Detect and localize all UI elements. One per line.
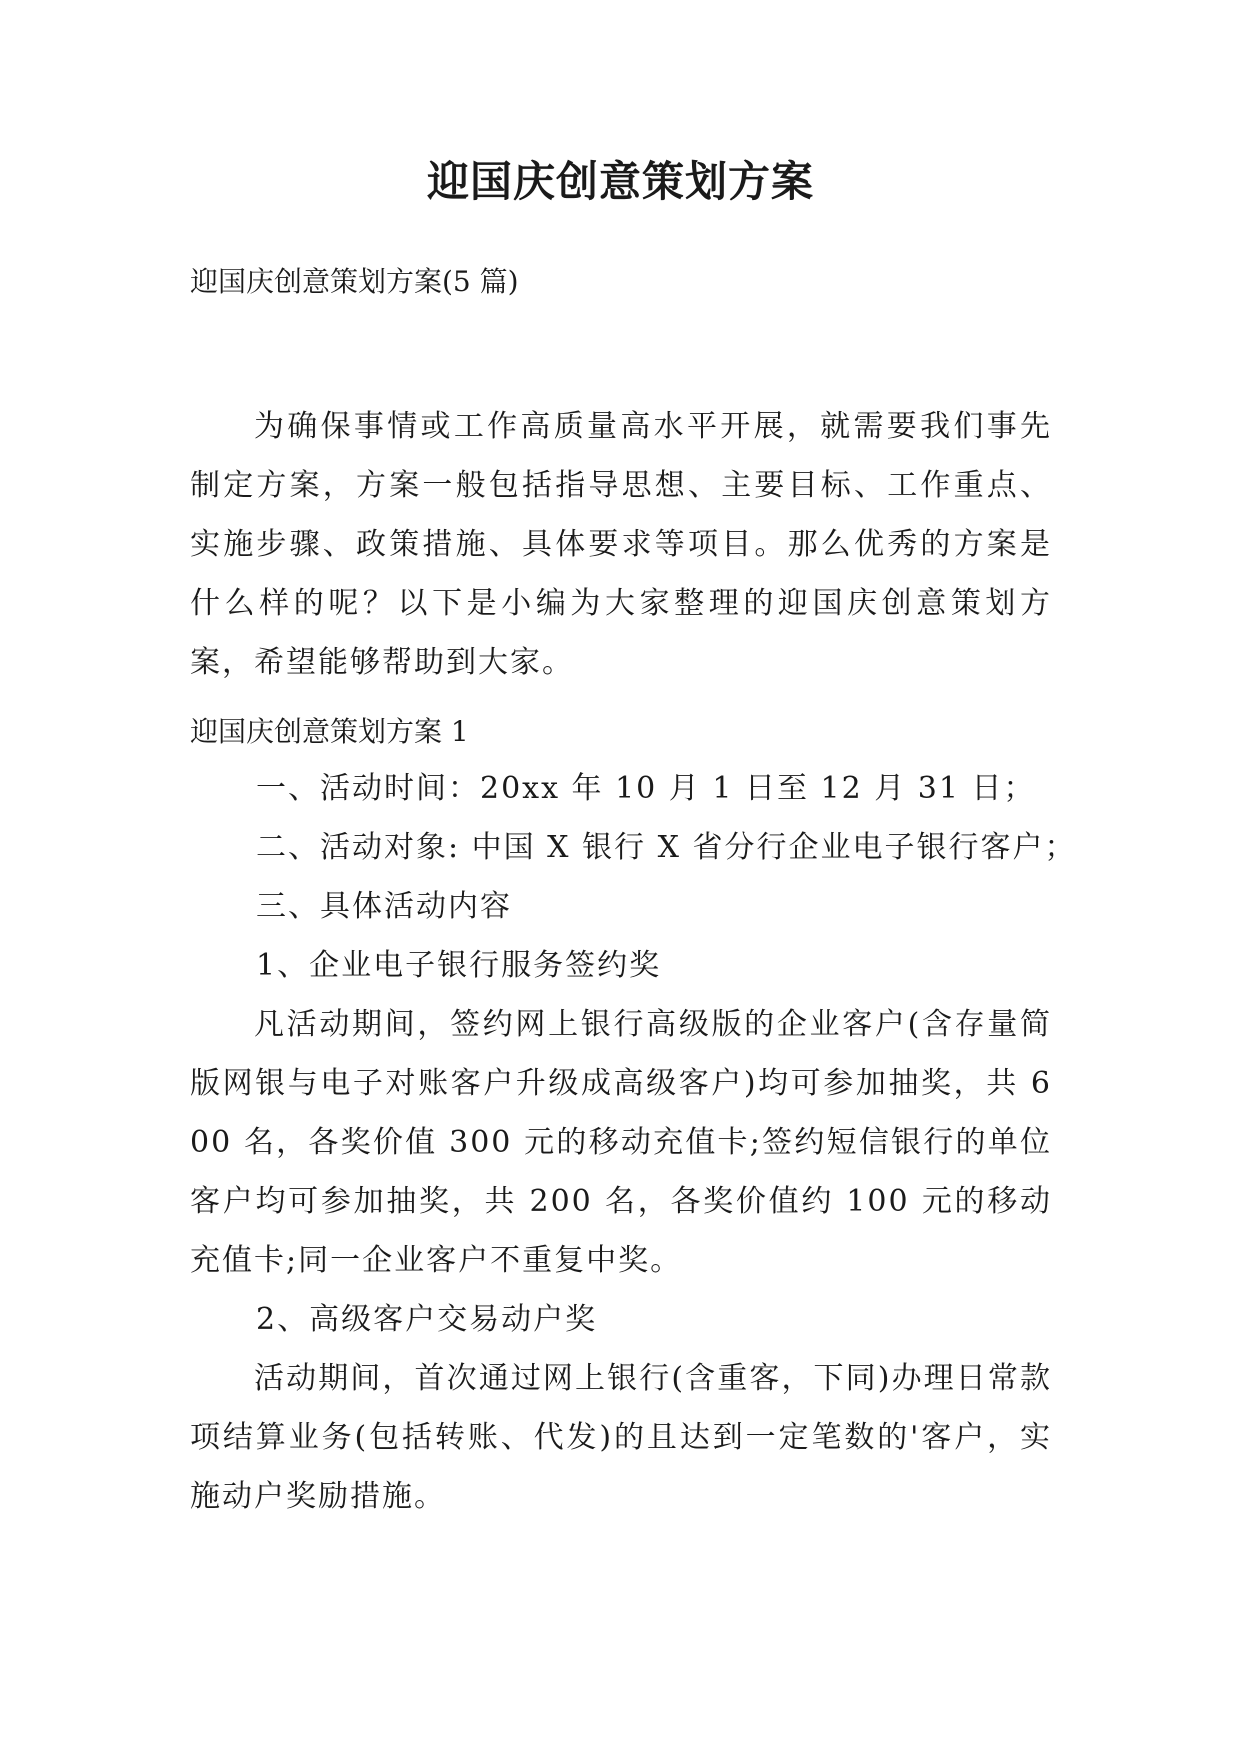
section-heading: 迎国庆创意策划方案 1: [190, 715, 469, 748]
activity-target: 二、活动对象: 中国 X 银行 X 省分行企业电子银行客户；: [256, 830, 1077, 865]
item-heading: 2、高级客户交易动户奖: [256, 1302, 598, 1337]
activity-time: 一、活动时间：20xx 年 10 月 1 日至 12 月 31 日；: [256, 771, 1036, 806]
activity-content-heading: 三、具体活动内容: [256, 889, 512, 924]
item-heading: 1、企业电子银行服务签约奖: [256, 948, 662, 983]
page-title: 迎国庆创意策划方案: [426, 157, 814, 206]
item-paragraph: 活动期间，首次通过网上银行(含重客，下同)办理日常款项结算业务(包括转账、代发)的且达到一定笔数的'客户，实施动户奖励措施。: [190, 1361, 1052, 1514]
document-subtitle: 迎国庆创意策划方案(5 篇): [190, 265, 519, 298]
intro-paragraph: 为确保事情或工作高质量高水平开展，就需要我们事先制定方案，方案一般包括指导思想、主要目标、工作重点、实施步骤、政策措施、具体要求等项目。那么优秀的方案是什么样的呢？以下是小编为大家整理的迎国庆创意策划方案，希望能够帮助到大家。: [190, 409, 1052, 680]
item-paragraph: 凡活动期间，签约网上银行高级版的企业客户(含存量简版网银与电子对账客户升级成高级客户)均可参加抽奖，共 600 名，各奖价值 300 元的移动充值卡;签约短信银行的单位客户均可参加抽奖，共 200 名，各奖价值约 100 元的移动充值卡;同一企业客户不重复中奖。: [190, 1007, 1052, 1278]
